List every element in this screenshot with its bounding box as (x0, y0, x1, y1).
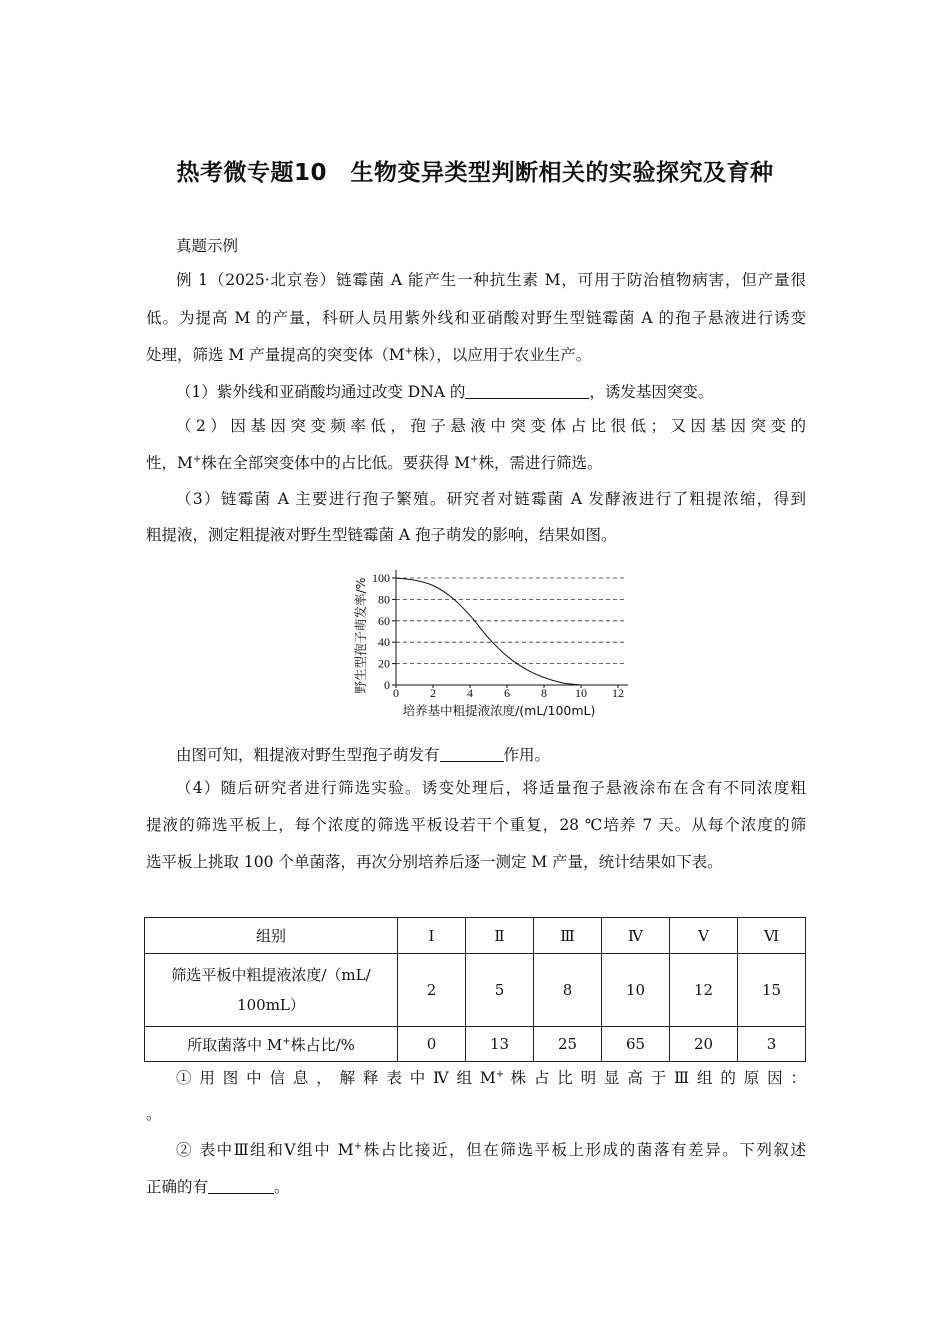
x-axis-label: 培养基中粗提液浓度/(mL/100mL) (402, 703, 596, 718)
x-tick-label: 8 (541, 686, 547, 700)
answer-blank-2[interactable] (440, 747, 504, 762)
series-line (396, 578, 581, 685)
question-3-line-2: 粗提液，测定粗提液对野生型链霉菌 A 孢子萌发的影响，结果如图。 (146, 526, 617, 544)
table-cell: 10 (602, 954, 670, 1027)
table-cell: 65 (602, 1027, 670, 1062)
y-tick-label: 40 (378, 635, 390, 650)
table-cell: 15 (738, 954, 806, 1027)
chart-svg (350, 562, 640, 727)
y-tick-label: 0 (384, 678, 390, 692)
page-title: 热考微专题10 生物变异类型判断相关的实验探究及育种 (176, 160, 774, 186)
table-header-cell: Ⅱ (466, 918, 534, 954)
table-row (145, 918, 806, 954)
y-tick-label: 20 (378, 656, 390, 671)
question-4-line-1: （4）随后研究者进行筛选实验。诱变处理后，将适量孢子悬液涂布在含有不同浓度粗 (176, 779, 806, 797)
x-tick-label: 12 (612, 686, 624, 700)
question-4-line-2: 提液的筛选平板上，每个浓度的筛选平板设若干个重复，28 ℃培养 7 天。从每个浓度的筛 (146, 816, 806, 834)
question-1: （1）紫外线和亚硝酸均通过改变 DNA 的 ，诱发基因突变。 (176, 383, 714, 401)
table-cell: 5 (466, 954, 534, 1027)
y-tick-label: 100 (372, 571, 390, 585)
table-cell: 8 (534, 954, 602, 1027)
table-header-cell: 组别 (145, 918, 398, 954)
x-tick-label: 2 (430, 686, 436, 700)
table-cell: 20 (670, 1027, 738, 1062)
results-table (144, 917, 806, 1062)
y-tick-label: 60 (378, 613, 390, 628)
table-row (145, 954, 806, 1027)
table-header-cell: Ⅳ (602, 918, 670, 954)
y-axis-label: 野生型孢子萌发率/% (353, 577, 368, 694)
sub-question-1: ① 用 图 中 信 息 ， 解 释 表 中 Ⅳ 组 M+ 株 占 比 明 显 高 于 Ⅲ 组 的 原 因 ： (176, 1068, 806, 1087)
table-cell: 3 (738, 1027, 806, 1062)
question-4-line-3: 选平板上挑取 100 个单菌落，再次分别培养后逐一测定 M 产量，统计结果如下表。 (146, 853, 723, 871)
question-3-line-1: （3）链霉菌 A 主要进行孢子繁殖。研究者对链霉菌 A 发酵液进行了粗提浓缩，得到 (176, 490, 806, 508)
section-heading: 真题示例 (176, 237, 239, 255)
example-line-1: 例 1（2025·北京卷）链霉菌 A 能产生一种抗生素 M，可用于防治植物病害，但产量很 (176, 271, 806, 289)
question-2-line-1: （2）因基因突变频率低，孢子悬液中突变体占比很低；又因基因突变的 (176, 417, 806, 435)
answer-blank-1[interactable] (465, 384, 589, 399)
question-3-conclusion: 由图可知，粗提液对野生型孢子萌发有 作用。 (176, 746, 551, 764)
y-tick-label: 80 (378, 592, 390, 607)
table-header-cell: Ⅰ (398, 918, 466, 954)
x-tick-label: 6 (504, 686, 510, 700)
table-row-label: 筛选平板中粗提液浓度/（mL/ 100mL） (145, 954, 398, 1027)
table-cell: 13 (466, 1027, 534, 1062)
table-cell: 12 (670, 954, 738, 1027)
table-cell: 25 (534, 1027, 602, 1062)
x-tick-label: 0 (393, 686, 399, 700)
table-header-cell: Ⅴ (670, 918, 738, 954)
germination-chart (350, 562, 640, 727)
table-header-cell: Ⅵ (738, 918, 806, 954)
answer-blank-3[interactable] (208, 1179, 274, 1194)
sub-question-2-line-2: 正确的有 。 (146, 1178, 290, 1196)
example-line-3: 处理，筛选 M 产量提高的突变体（M+株），以应用于农业生产。 (146, 345, 592, 364)
x-tick-label: 4 (467, 686, 473, 700)
table-cell: 0 (398, 1027, 466, 1062)
table-row (145, 1027, 806, 1062)
question-2-line-2: 性，M+株在全部突变体中的占比低。要获得 M+株，需进行筛选。 (146, 453, 603, 472)
table-cell: 2 (398, 954, 466, 1027)
table-header-cell: Ⅲ (534, 918, 602, 954)
sub-question-2: ② 表中Ⅲ组和Ⅴ组中 M+株占比接近，但在筛选平板上形成的菌落有差异。下列叙述 (176, 1140, 806, 1159)
x-tick-label: 10 (575, 686, 587, 700)
sub-question-1-end: 。 (146, 1105, 162, 1123)
table-row-label: 所取菌落中 M+株占比/% (145, 1027, 398, 1062)
example-line-2: 低。为提高 M 的产量，科研人员用紫外线和亚硝酸对野生型链霉菌 A 的孢子悬液进行诱变 (146, 309, 806, 327)
